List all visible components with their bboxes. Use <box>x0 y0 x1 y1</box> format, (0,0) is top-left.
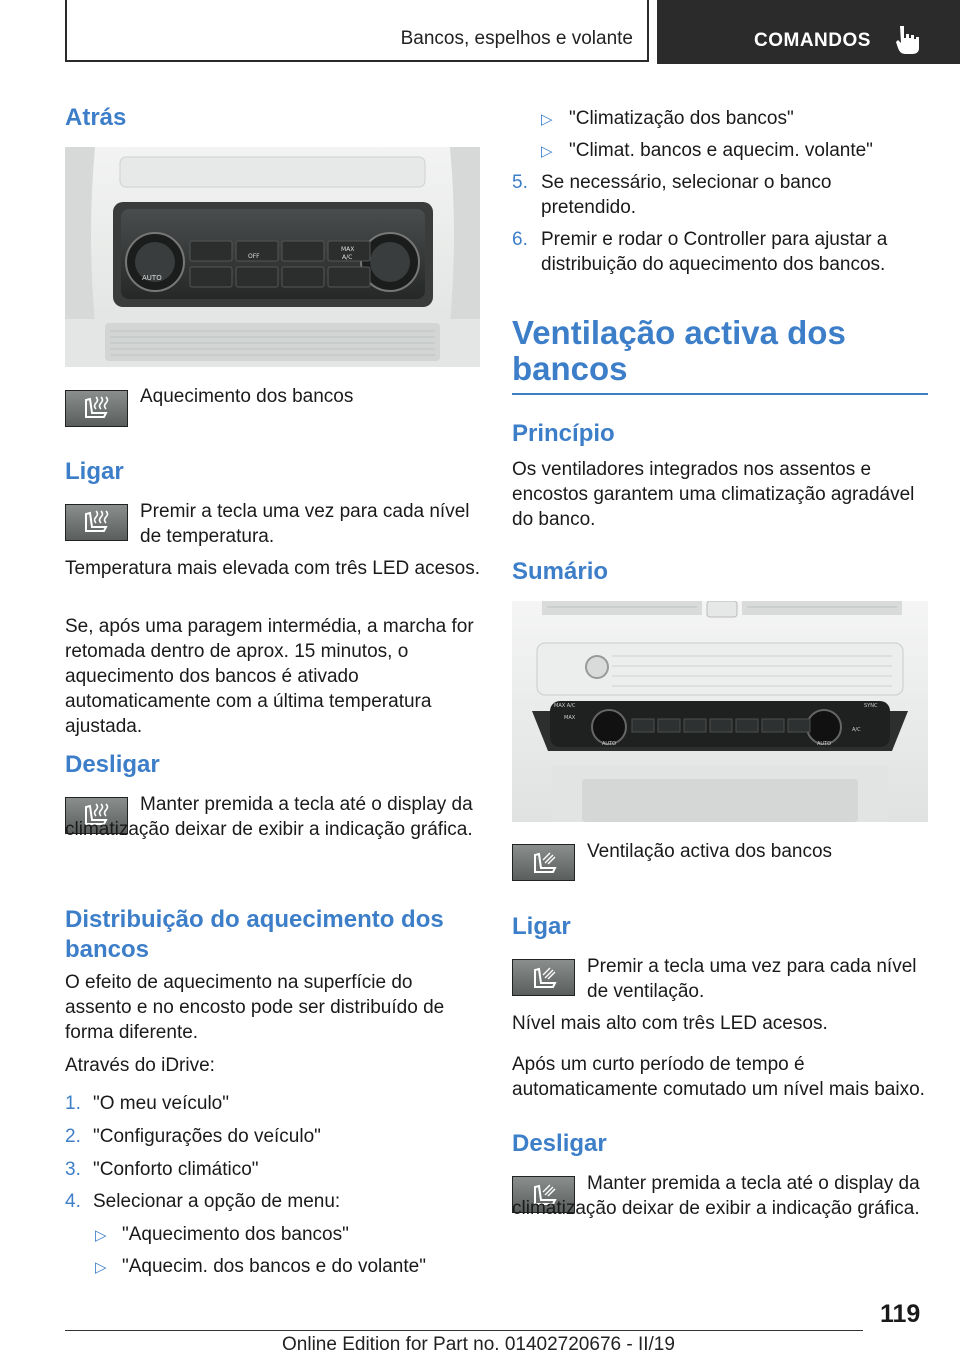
step-text: "Conforto climático" <box>93 1159 259 1180</box>
chapter-label: COMANDOS <box>754 30 871 51</box>
front-climate-panel-illustration <box>512 601 928 822</box>
seat-heating-button-image <box>65 390 128 427</box>
step-number: 3. <box>65 1159 81 1180</box>
step-text: "O meu veículo" <box>93 1093 229 1114</box>
heading-ligar-heating: Ligar <box>65 458 124 485</box>
seat-heating-icon <box>66 505 126 539</box>
off-label: OFF <box>248 253 260 260</box>
step-number: 1. <box>65 1093 81 1114</box>
chapter-tab <box>657 0 960 64</box>
step-text: "Configurações do veículo" <box>93 1126 321 1147</box>
pointing-hand-icon <box>894 24 922 56</box>
edition-text: Online Edition for Part no. 01402720676 - II/19 <box>282 1334 675 1355</box>
seat-heating-icon <box>66 391 126 425</box>
pause-text: Se, após uma paragem intermédia, a marcha for retomada dentro de aprox. 15 minutos, o aquecimento dos bancos é ativado automaticamente com a última temperatura ajustada. <box>65 616 474 737</box>
ac-label: A/C <box>852 727 861 733</box>
bullet-triangle-icon: ▷ <box>541 111 553 128</box>
step-text: Selecionar a opção de menu: <box>93 1191 341 1212</box>
distribution-text: O efeito de aquecimento na superfície do assento e no encosto pode ser distribuído de forma diferente. <box>65 972 445 1043</box>
step-number: 6. <box>512 229 528 250</box>
heading-ligar-vent: Ligar <box>512 913 571 940</box>
seat-ventilation-icon <box>513 845 573 879</box>
section-title: Bancos, espelhos e volante <box>400 28 633 49</box>
menu-option: "Aquecimento dos bancos" <box>122 1224 349 1245</box>
rear-climate-panel-photo <box>65 147 480 367</box>
desligar-heating-text: Manter premida a tecla até o display da climatização deixar de exibir a indicação gráfica. <box>65 794 473 840</box>
desligar-vent-text: Manter premida a tecla até o display da climatização deixar de exibir a indicação gráfica. <box>512 1173 920 1219</box>
heading-distribuicao: Distribuição do aquecimento dos bancos <box>65 906 444 963</box>
step-number: 4. <box>65 1191 81 1212</box>
bullet-triangle-icon: ▷ <box>95 1227 107 1244</box>
heading-ventilacao: Ventilação activa dos bancos <box>512 314 846 387</box>
section-title-box <box>65 0 649 62</box>
auto-label-2: AUTO <box>817 741 832 747</box>
front-climate-panel-photo <box>512 601 928 822</box>
footer-rule <box>65 1330 863 1331</box>
heat-caption: Aquecimento dos bancos <box>140 386 354 407</box>
max-ac-label: MAX A/C <box>554 703 576 709</box>
heading-atras: Atrás <box>65 104 127 131</box>
page-header <box>0 0 960 66</box>
heading-desligar-heating: Desligar <box>65 751 160 778</box>
ligar-heating-text: Premir a tecla uma vez para cada nível de temperatura. <box>140 501 470 547</box>
via-idrive-text: Através do iDrive: <box>65 1055 215 1076</box>
ligar-vent-text: Premir a tecla uma vez para cada nível de ventilação. <box>587 956 917 1002</box>
menu-option: "Aquecim. dos bancos e do volante" <box>122 1256 426 1277</box>
apos-text: Após um curto período de tempo é automaticamente comutado um nível mais baixo. <box>512 1054 925 1100</box>
step-text: Se necessário, selecionar o banco pretendido. <box>541 172 832 218</box>
ac-label: A/C <box>342 254 353 261</box>
heading-rule <box>512 393 928 395</box>
heading-desligar-vent: Desligar <box>512 1130 607 1157</box>
principio-text: Os ventiladores integrados nos assentos e encostos garantem uma climatização agradável do banco. <box>512 459 915 530</box>
bullet-triangle-icon: ▷ <box>95 1259 107 1276</box>
seat-heating-button-image <box>65 504 128 541</box>
seat-ventilation-icon <box>513 960 573 994</box>
step-number: 5. <box>512 172 528 193</box>
heading-sumario: Sumário <box>512 558 609 585</box>
seat-ventilation-button-image <box>512 844 575 881</box>
seat-ventilation-button-image <box>512 959 575 996</box>
heading-principio: Princípio <box>512 420 615 447</box>
auto-label: AUTO <box>602 741 617 747</box>
temperature-text: Temperatura mais elevada com três LED acesos. <box>65 558 481 579</box>
page-number: 119 <box>880 1300 921 1328</box>
step-number: 2. <box>65 1126 81 1147</box>
knob-auto-label: AUTO <box>142 274 162 282</box>
nivel-text: Nível mais alto com três LED acesos. <box>512 1013 828 1034</box>
menu-option: "Climat. bancos e aquecim. volante" <box>569 140 873 161</box>
max-label: MAX <box>564 715 576 721</box>
sync-label: SYNC <box>864 703 878 709</box>
vent-caption: Ventilação activa dos bancos <box>587 841 833 862</box>
rear-climate-panel-illustration <box>65 147 480 367</box>
max-label: MAX <box>341 246 355 253</box>
step-text: Premir e rodar o Controller para ajustar a distribuição do aquecimento dos bancos. <box>541 229 888 275</box>
bullet-triangle-icon: ▷ <box>541 143 553 160</box>
menu-option: "Climatização dos bancos" <box>569 108 794 129</box>
